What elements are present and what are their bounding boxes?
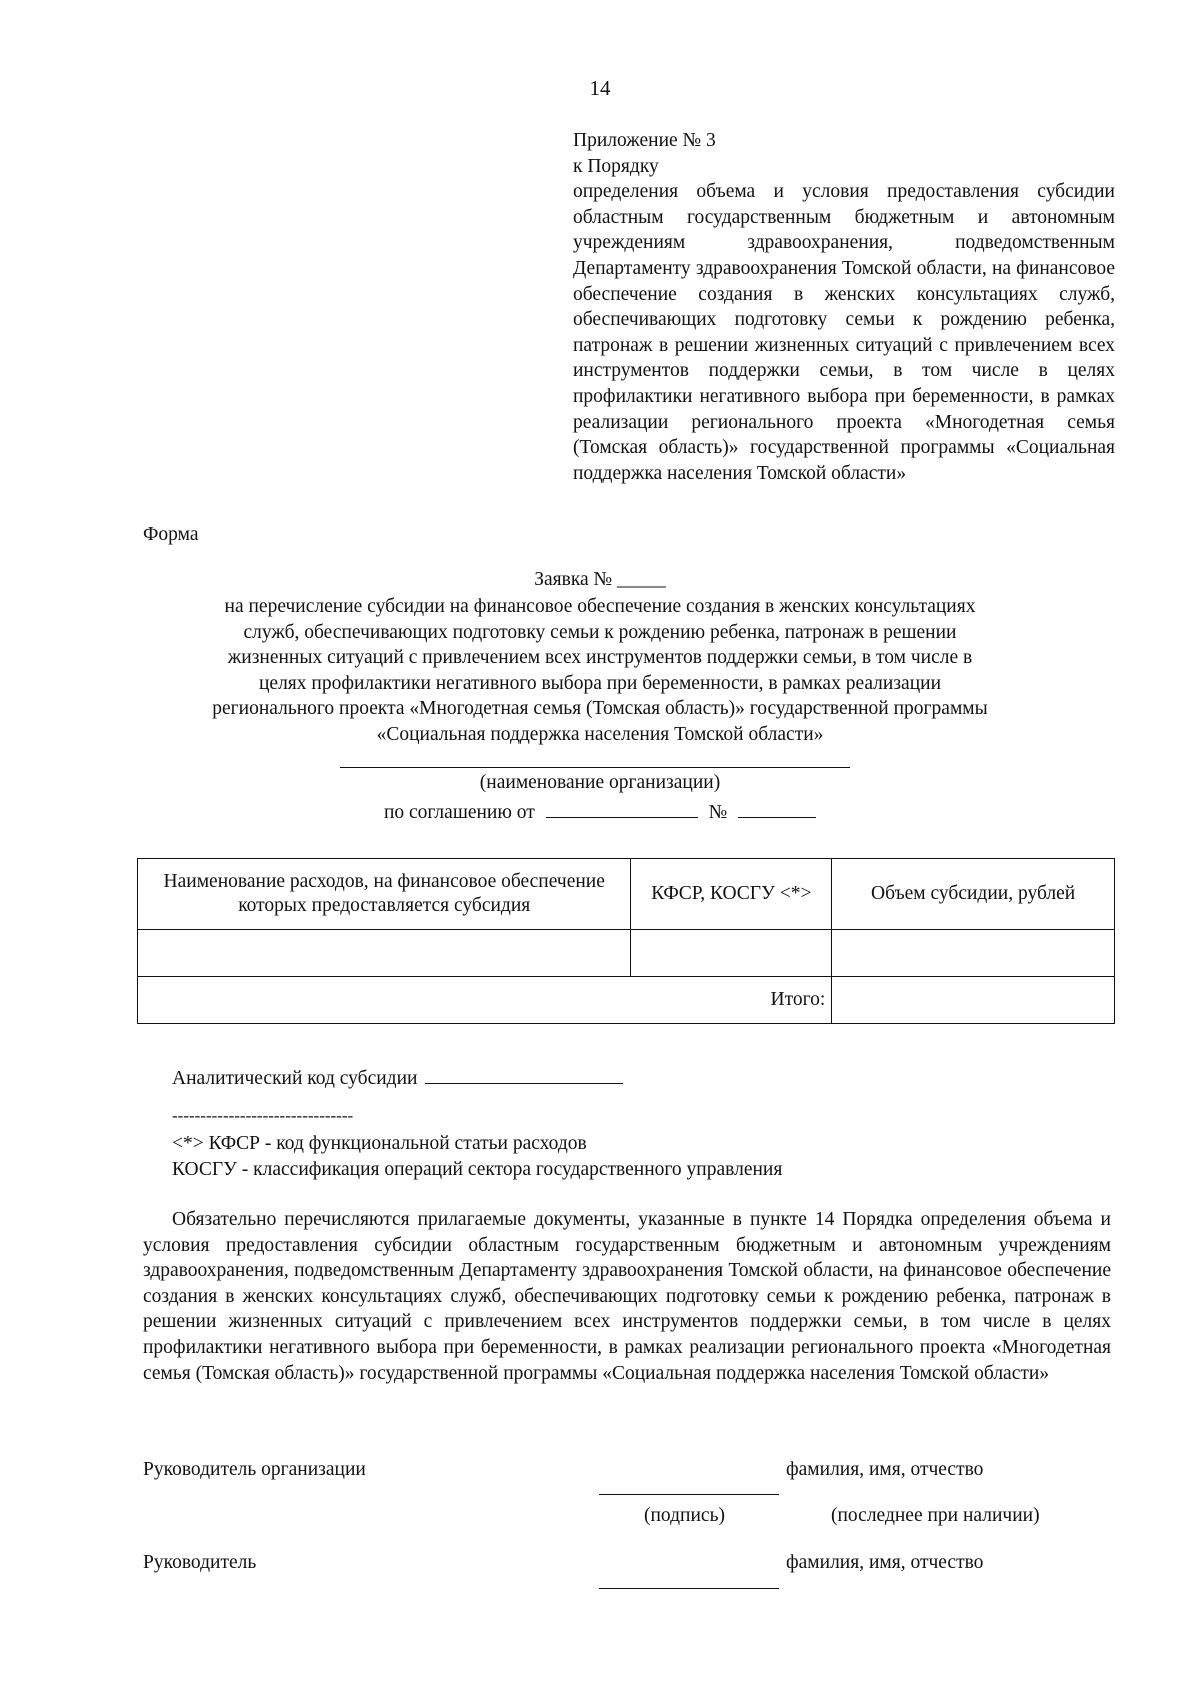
agreement-date-field[interactable] xyxy=(546,799,698,818)
application-line: на перечисление субсидии на финансовое обеспечение создания в женских консультациях xyxy=(224,596,976,617)
cell-expense-name[interactable] xyxy=(138,930,631,977)
footnote-kfsr: <*> КФСР - код функциональной статьи расходов xyxy=(172,1133,587,1154)
analytic-code xyxy=(172,1065,623,1090)
footnote-separator: -------------------------------- xyxy=(172,1106,354,1125)
total-label: Итого: xyxy=(138,977,832,1024)
fio-caption: (последнее при наличии) xyxy=(831,1505,1040,1526)
expenses-table xyxy=(137,858,1115,1024)
analytic-code-label: Аналитический код субсидии xyxy=(172,1068,418,1089)
table-row xyxy=(138,930,1115,977)
signature-caption: (подпись) xyxy=(644,1505,725,1526)
organization-name-line[interactable] xyxy=(340,767,850,768)
appendix-header xyxy=(573,128,1115,486)
header-subsidy-amount: Объем субсидии, рублей xyxy=(832,859,1115,930)
cell-total-amount[interactable] xyxy=(832,977,1115,1024)
head-fio: фамилия, имя, отчество xyxy=(786,1552,984,1573)
agreement-number-field[interactable] xyxy=(738,799,816,818)
cell-kfsr-kosgu[interactable] xyxy=(631,930,832,977)
table-header-row xyxy=(138,859,1115,930)
number-sign: № xyxy=(708,802,728,823)
appendix-order: к Порядку xyxy=(573,155,659,177)
application-subject xyxy=(140,594,1060,748)
table-total-row xyxy=(138,977,1115,1024)
head-of-organization-signature-line[interactable] xyxy=(599,1494,779,1495)
appendix-title: Приложение № 3 xyxy=(573,130,716,151)
application-line: жизненных ситуаций с привлечением всех инструментов поддержки семьи, в том числе в xyxy=(227,647,973,669)
organization-caption: (наименование организации) xyxy=(479,772,721,793)
appendix-body: определения объема и условия предоставления субсидии областным государственным бюджетным и автономным учреждениям здравоохранения, подведомственным Департаменту здравоохранения Томской области, на финансовое обеспечение создания в женских консультациях служб, обеспечивающих подготовку семьи к рождению ребенка, патронаж в решении жизненных ситуаций с привлечением всех инструментов поддержки семьи, в том числе в целях профилактики негативного выбора при беременности, в рамках реализации регионального проекта «Многодетная семья (Томская область)» государственной программы «Социальная поддержка населения Томской области» xyxy=(573,181,1115,484)
header-expense-name: Наименование расходов, на финансовое обеспечение которых предоставляется субсидия xyxy=(138,859,631,930)
application-line: регионального проекта «Многодетная семья (Томская область)» государственной программы xyxy=(212,698,988,720)
head-signature-line[interactable] xyxy=(599,1588,779,1589)
application-title: Заявка № _____ xyxy=(534,569,666,590)
agreement-line xyxy=(0,799,1200,824)
cell-subsidy-amount[interactable] xyxy=(832,930,1115,977)
application-line: служб, обеспечивающих подготовку семьи к рождению ребенка, патронаж в решении xyxy=(243,621,957,643)
head-of-organization-label: Руководитель организации xyxy=(143,1459,366,1480)
form-label: Форма xyxy=(143,524,199,545)
footnote-kosgu: КОСГУ - классификация операций сектора государственного управления xyxy=(172,1159,783,1180)
attached-documents-paragraph: Обязательно перечисляются прилагаемые документы, указанные в пункте 14 Порядка определения объема и условия предоставления субсидии областным государственным бюджетным и автономным учреждениям здравоохранения, подведомственным Департаменту здравоохранения Томской области, на финансовое обеспечение создания в женских консультациях служб, обеспечивающих подготовку семьи к рождению ребенка, патронаж в решении жизненных ситуаций с привлечением всех инструментов поддержки семьи, в том числе в целях профилактики негативного выбора при беременности, в рамках реализации регионального проекта «Многодетная семья (Томская область)» государственной программы «Социальная поддержка населения Томской области» xyxy=(143,1209,1111,1384)
head-label: Руководитель xyxy=(143,1552,257,1573)
header-kfsr-kosgu: КФСР, КОСГУ <*> xyxy=(631,859,832,930)
agreement-prefix: по соглашению от xyxy=(383,802,535,823)
analytic-code-field[interactable] xyxy=(425,1065,623,1084)
application-line: целях профилактики негативного выбора при беременности, в рамках реализации xyxy=(258,672,942,694)
page-number: 14 xyxy=(589,76,611,100)
application-line: «Социальная поддержка населения Томской области» xyxy=(376,723,824,745)
head-of-organization-fio: фамилия, имя, отчество xyxy=(786,1459,984,1480)
